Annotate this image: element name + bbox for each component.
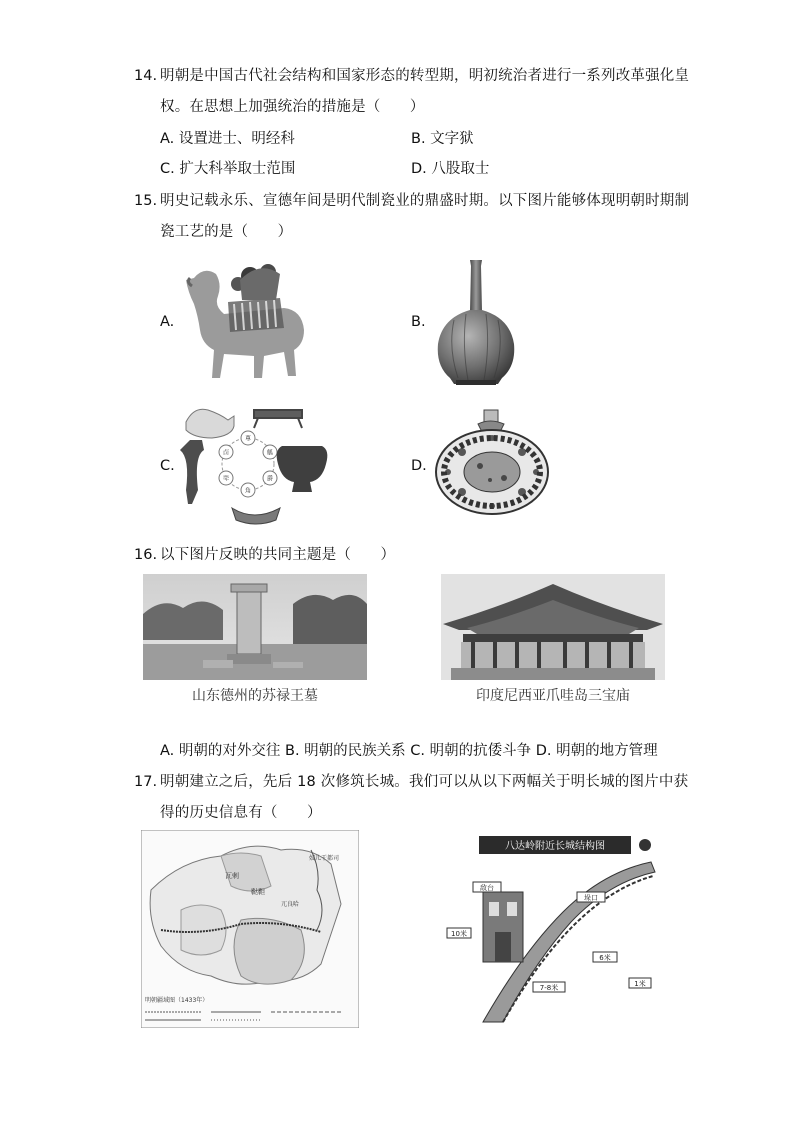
question-14-stem-line1: 明朝是中国古代社会结构和国家形态的转型期，明初统治者进行一系列改革强化皇 (160, 68, 690, 84)
option-label: A. (160, 131, 175, 147)
ritual-label-zun: 尊 (244, 435, 252, 443)
blue-white-moon-flask-image (432, 408, 552, 516)
option-text: 八股取士 (431, 161, 490, 177)
caption-sam-po-kong-temple: 印度尼西亚爪哇岛三宝庙 (476, 688, 630, 704)
option-label: C. (160, 161, 175, 177)
question-16-number: 16. (134, 547, 158, 563)
callout-ditai: 敌台 (480, 884, 494, 892)
question-15-number: 15. (134, 193, 158, 209)
sam-po-kong-temple-photo (441, 574, 665, 680)
q15-option-d-label[interactable]: D. (411, 458, 427, 474)
q14-option-b[interactable] (411, 129, 474, 149)
option-text: 文字狱 (430, 131, 474, 147)
callout-1m: 1米 (634, 980, 646, 988)
question-17-stem-line1: 明朝建立之后，先后 18 次修筑长城。我们可以从以下两幅关于明长城的图片中获 (160, 774, 689, 790)
option-text: 设置进士、明经科 (178, 131, 295, 147)
question-17-number: 17. (134, 774, 158, 790)
question-16-stem-line1: 以下图片反映的共同主题是（ ） (160, 547, 396, 563)
q14-option-a[interactable] (160, 129, 295, 149)
ritual-label-jue: 爵 (266, 475, 274, 483)
q16-options-line[interactable]: A. 明朝的对外交往 B. 明朝的民族关系 C. 明朝的抗倭斗争 D. 明朝的地方管理 (160, 743, 658, 759)
ritual-label-you: 卣 (222, 449, 230, 457)
q15-option-a-label[interactable]: A. (160, 314, 175, 330)
question-14-number: 14. (134, 68, 158, 84)
callout-7-8m: 7-8米 (539, 984, 559, 992)
caption-sulu-king-tomb: 山东德州的苏禄王墓 (192, 688, 318, 704)
callout-duokou: 垛口 (584, 894, 598, 902)
tricolor-camel-image (180, 258, 310, 384)
map-label-nuergan: 奴儿干都司 (309, 855, 340, 862)
badaling-wall-structure-diagram (443, 832, 667, 1028)
option-text: 扩大科举取士范围 (179, 161, 296, 177)
ritual-label-gu: 觚 (266, 449, 274, 457)
q15-option-c-label[interactable]: C. (160, 458, 175, 474)
callout-10m: 10米 (451, 930, 467, 938)
question-15-stem-line2: 瓷工艺的是（ ） (160, 224, 293, 240)
q14-option-c[interactable] (160, 159, 295, 179)
map-legend-title: 明朝疆域图（1433年） (145, 997, 209, 1004)
ming-territory-map (141, 830, 359, 1028)
q14-option-d[interactable] (411, 159, 489, 179)
question-15-stem-line1: 明史记载永乐、宣德年间是明代制瓷业的鼎盛时期。以下图片能够体现明朝时期制 (160, 193, 690, 209)
sulu-king-tomb-photo (143, 574, 367, 680)
map-label-wuliangha: 兀良哈 (281, 901, 300, 908)
callout-6m: 6米 (599, 954, 611, 962)
option-label: B. (411, 131, 426, 147)
bronze-ritual-vessels-image (180, 400, 330, 530)
question-14-stem-line2: 权。在思想上加强统治的措施是（ ） (160, 99, 425, 115)
ritual-label-jiao: 角 (244, 487, 252, 495)
option-label: D. (411, 161, 427, 177)
ritual-label-jia: 斝 (222, 475, 230, 483)
map-label-dada: 鞑靼 (251, 888, 265, 896)
question-17-stem-line2: 得的历史信息有（ ） (160, 805, 322, 821)
map-label-wala: 瓦剌 (225, 872, 239, 880)
bottle-vase-image (434, 258, 518, 386)
diagram-title: 八达岭附近长城结构图 (505, 841, 605, 852)
q15-option-b-label[interactable]: B. (411, 314, 426, 330)
